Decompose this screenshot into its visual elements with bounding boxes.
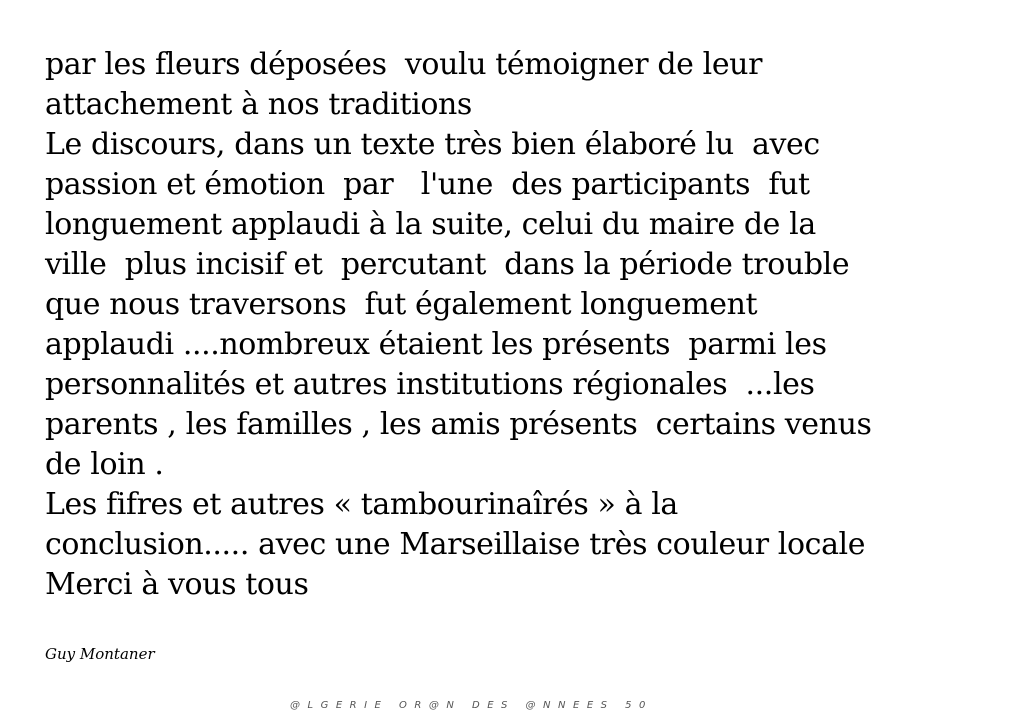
text-line: personnalités et autres institutions régionales ...les [45,367,815,402]
text-line: conclusion..... avec une Marseillaise très couleur locale [45,527,866,562]
text-line: passion et émotion par l'une des participants fut [45,167,810,202]
text-line: de loin . [45,447,164,482]
page-footer: @LGERIE OR@N DES @NNEES 50 [290,700,653,711]
text-line: Merci à vous tous [45,567,309,602]
text-line: longuement applaudi à la suite, celui du maire de la [45,207,816,242]
text-line: ville plus incisif et percutant dans la période trouble [45,247,850,282]
text-line: par les fleurs déposées voulu témoigner de leur [45,47,763,82]
author-signature: Guy Montaner [45,645,155,663]
text-line: Le discours, dans un texte très bien élaboré lu avec [45,127,820,162]
text-line: que nous traversons fut également longuement [45,287,758,322]
text-line: parents , les familles , les amis présents certains venus [45,407,872,442]
text-line: applaudi ....nombreux étaient les présents parmi les [45,327,827,362]
body-text [45,45,1005,605]
text-line: Les fifres et autres « tambourinaîrés » à la [45,487,678,522]
text-line: attachement à nos traditions [45,87,472,122]
